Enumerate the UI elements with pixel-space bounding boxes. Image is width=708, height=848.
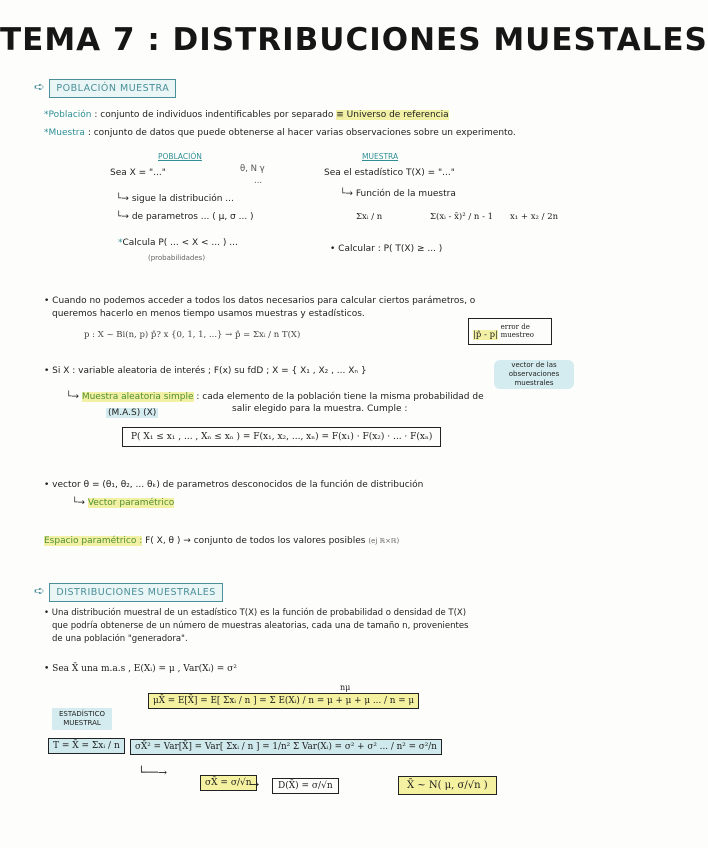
estadistico-ej1: Σxᵢ / n xyxy=(356,212,383,222)
mas-line: └→ Muestra aleatoria simple : cada elemento de la población tiene la misma probabilidad de xyxy=(66,392,484,402)
estadistico-ej3: x₁ + x₂ / 2n xyxy=(510,212,559,222)
mas-formula: P( X₁ ≤ x₁ , ... , Xₙ ≤ xₙ ) = F(x₁, x₂, ..., xₙ) = F(x₁) · F(x₂) · ... · F(xₙ) xyxy=(122,427,441,447)
de-parametros: └→ de parametros ... ( μ, σ ... ) xyxy=(116,212,254,222)
T-formula: T = X̄ = Σxᵢ / n xyxy=(48,738,125,754)
arrow-right: → xyxy=(250,778,260,791)
error-muestreo-box: |p̂ - p| error de muestreo xyxy=(468,318,552,345)
arrow-icon: ➪ xyxy=(34,584,46,599)
sigue-distribucion: └→ sigue la distribución ... xyxy=(116,194,234,204)
espacio-parametrico: Espacio paramétrico : F( X, θ ) → conjunto de todos los valores posibles (ej ℝ×ℝ) xyxy=(44,536,400,546)
D-line: D(X̄) = σ/√n xyxy=(272,778,339,794)
cuando-line1: • Cuando no podemos acceder a todos los datos necesarios para calcular ciertos parámetros, o xyxy=(44,296,476,306)
vector-theta: • vector θ = (θ₁, θ₂, ... θₖ) de parametros desconocidos de la función de distribución xyxy=(44,480,424,490)
vector-obs-note: vector de las observaciones muestrales xyxy=(494,360,574,389)
page-title: TEMA 7 : DISTRIBUCIONES MUESTALES xyxy=(0,22,708,58)
col-muestra-header: MUESTRA xyxy=(362,152,399,161)
probabilidades-note: (probabilidades) xyxy=(148,254,206,262)
sea-x: Sea X = "..." xyxy=(110,168,166,178)
sea-mas: • Sea X̄ una m.a.s , E(Xᵢ) = μ , Var(Xᵢ) = σ² xyxy=(44,664,237,674)
calcula-prob: *Calcula P( ... < X < ... ) ... xyxy=(118,238,238,248)
si-x-line: • Si X : variable aleatoria de interés ; F(x) su fdD ; X = { X₁ , X₂ , ... Xₙ } xyxy=(44,366,367,376)
def-line3: de una población "generadora". xyxy=(52,634,188,644)
section-heading-distribuciones: ➪ DISTRIBUCIONES MUESTRALES xyxy=(34,584,223,599)
mas-line2: salir elegido para la muestra. Cumple : xyxy=(232,404,408,414)
arrow-icon: ➪ xyxy=(34,80,46,95)
section-heading-poblacion: ➪ POBLACIÓN MUESTRA xyxy=(34,80,176,95)
estadistico-ej2: Σ(xᵢ - x̄)² / n - 1 xyxy=(430,212,494,222)
mu-derivation: μX̄ = E[X̄] = E[ Σxᵢ / n ] = Σ E(Xᵢ) / n = μ + μ + μ ... / n = μ xyxy=(148,696,419,706)
mas-abbr: (M.A.S) (X) xyxy=(108,408,157,418)
params-dots: ... xyxy=(254,176,263,186)
n-mu: nμ xyxy=(340,683,351,692)
muestra-definition: *Muestra : conjunto de datos que puede obtenerse al hacer varias observaciones sobre un experimento. xyxy=(44,128,516,138)
cuando-line2: queremos hacerlo en menos tiempo usamos muestras y estadísticos. xyxy=(52,309,365,319)
col-poblacion-header: POBLACIÓN xyxy=(158,152,202,161)
distribucion-final: X̄ ~ N( μ, σ/√n ) xyxy=(398,776,497,795)
ejemplo-p: p : X ~ Bi(n, p) p̂? x {0, 1, 1, ...} → p̂ = Σxᵢ / n T(X) xyxy=(84,330,301,340)
poblacion-definition: *Población : conjunto de individuos indentificables por separado ≡ Universo de referencia xyxy=(44,110,449,120)
arrow-down: └──→ xyxy=(138,766,168,779)
funcion-muestra: └→ Función de la muestra xyxy=(340,189,456,199)
params-greek: θ, N γ xyxy=(240,164,265,174)
sigma-line: σX̄ = σ/√n xyxy=(200,778,257,788)
calcular-prob: • Calcular : P( T(X) ≥ ... ) xyxy=(330,244,443,254)
def-line2: que podría obtenerse de un número de muestras aleatorias, cada una de tamaño n, provenientes xyxy=(52,621,469,631)
var-derivation: σX̄² = Var[X̄] = Var[ Σxᵢ / n ] = 1/n² Σ Var(Xᵢ) = σ² + σ² ... / n² = σ²/n xyxy=(130,742,442,752)
estadistico-label: ESTADÍSTICO MUESTRAL xyxy=(52,708,112,730)
def-line1: • Una distribución muestral de un estadístico T(X) es la función de probabilidad o densidad de T(X) xyxy=(44,608,467,618)
vector-parametrico: └→ Vector paramétrico xyxy=(72,498,175,508)
sea-estadistico: Sea el estadístico T(X) = "..." xyxy=(324,168,455,178)
